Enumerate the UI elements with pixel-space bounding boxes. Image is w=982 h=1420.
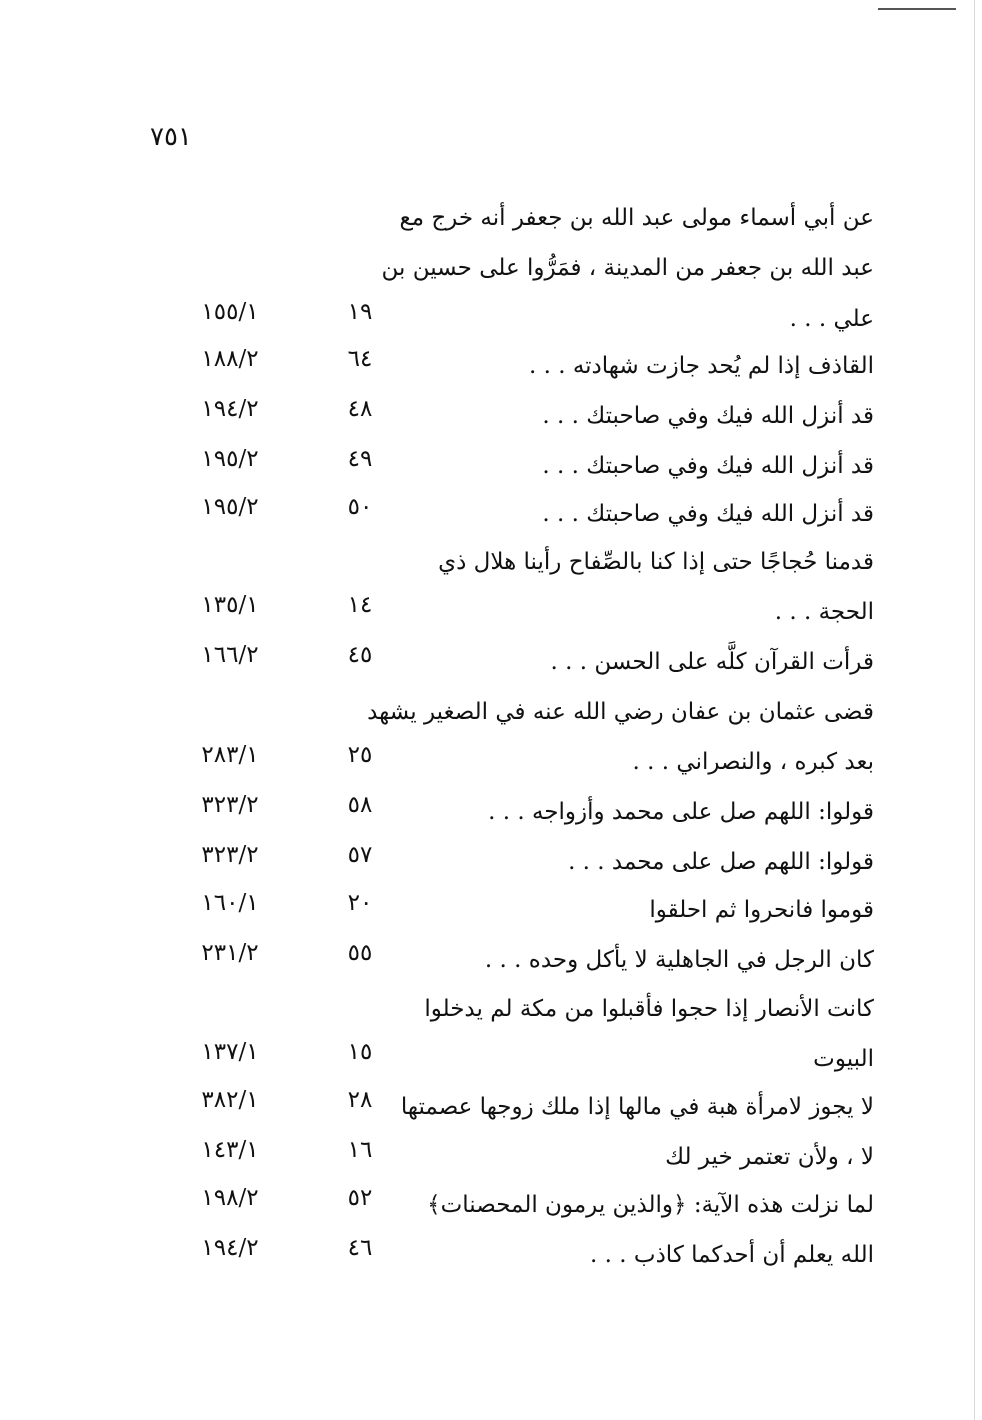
entry-text: لما نزلت هذه الآية: ﴿والذين يرمون المحصنات﴾ bbox=[427, 1192, 874, 1218]
entry-reference: ١٤٣/١ bbox=[201, 1137, 259, 1163]
entry-reference: ١٩٨/٢ bbox=[201, 1185, 259, 1211]
index-entry bbox=[0, 243, 982, 293]
entry-text: قولوا: اللهم صل على محمد . . . bbox=[568, 849, 874, 875]
entry-text: كانت الأنصار إذا حجوا فأقبلوا من مكة لم يدخلوا bbox=[424, 996, 874, 1022]
entry-text: قضى عثمان بن عفان رضي الله عنه في الصغير يشهد bbox=[367, 699, 874, 725]
entry-reference: ١٩٥/٢ bbox=[201, 494, 259, 520]
index-entry bbox=[0, 885, 982, 935]
index-entry bbox=[0, 1230, 982, 1280]
index-entry bbox=[0, 1034, 982, 1084]
index-entry bbox=[0, 737, 982, 787]
entry-reference: ٣٢٣/٢ bbox=[201, 842, 259, 868]
entry-text: علي . . . bbox=[789, 306, 874, 332]
index-entry bbox=[0, 294, 982, 344]
entry-number: ١٩ bbox=[347, 299, 373, 325]
entry-reference: ١٨٨/٢ bbox=[201, 346, 259, 372]
entry-reference: ١٦٦/٢ bbox=[201, 642, 259, 668]
entry-text: قد أنزل الله فيك وفي صاحبتك . . . bbox=[542, 403, 874, 429]
entry-number: ٥٢ bbox=[347, 1185, 373, 1211]
entry-number: ٦٤ bbox=[347, 346, 373, 372]
index-entry bbox=[0, 1180, 982, 1230]
entry-reference: ١٦٠/١ bbox=[201, 890, 259, 916]
entry-number: ١٤ bbox=[347, 592, 373, 618]
entry-text: قد أنزل الله فيك وفي صاحبتك . . . bbox=[542, 453, 874, 479]
index-entry bbox=[0, 341, 982, 391]
entry-number: ١٥ bbox=[347, 1039, 373, 1065]
index-entry bbox=[0, 441, 982, 491]
entry-reference: ٣٢٣/٢ bbox=[201, 792, 259, 818]
entry-number: ٢٠ bbox=[347, 890, 373, 916]
index-entry bbox=[0, 935, 982, 985]
entry-number: ١٦ bbox=[347, 1137, 373, 1163]
entry-number: ٤٦ bbox=[347, 1235, 373, 1261]
entry-number: ٢٥ bbox=[347, 742, 373, 768]
entry-text: كان الرجل في الجاهلية لا يأكل وحده . . . bbox=[484, 947, 874, 973]
entry-reference: ١٣٥/١ bbox=[201, 592, 259, 618]
entry-text: لا يجوز لامرأة هبة في مالها إذا ملك زوجها عصمتها bbox=[400, 1094, 874, 1120]
entry-number: ٤٥ bbox=[347, 642, 373, 668]
index-entry bbox=[0, 837, 982, 887]
entry-number: ٥٠ bbox=[347, 494, 373, 520]
entry-number: ٥٨ bbox=[347, 792, 373, 818]
index-entry bbox=[0, 637, 982, 687]
entry-reference: ٢٨٣/١ bbox=[201, 742, 259, 768]
entry-reference: ١٩٤/٢ bbox=[201, 396, 259, 422]
entry-text: قوموا فانحروا ثم احلقوا bbox=[649, 897, 874, 923]
entry-reference: ٣٨٢/١ bbox=[201, 1087, 259, 1113]
page-number: ٧٥١ bbox=[150, 122, 192, 152]
entry-number: ٢٨ bbox=[347, 1087, 373, 1113]
index-entry bbox=[0, 193, 982, 243]
index-entry bbox=[0, 787, 982, 837]
entry-reference: ١٩٥/٢ bbox=[201, 446, 259, 472]
entry-text: عبد الله بن جعفر من المدينة ، فمَرُّوا على حسين بن bbox=[381, 255, 874, 281]
index-entry bbox=[0, 489, 982, 539]
entry-reference: ١٩٤/٢ bbox=[201, 1235, 259, 1261]
entry-text: البيوت bbox=[813, 1046, 874, 1072]
index-entry bbox=[0, 687, 982, 737]
entry-text: لا ، ولأن تعتمر خير لك bbox=[665, 1144, 874, 1170]
entry-number: ٤٨ bbox=[347, 396, 373, 422]
entry-text: قد أنزل الله فيك وفي صاحبتك . . . bbox=[542, 501, 874, 527]
entry-reference: ١٥٥/١ bbox=[201, 299, 259, 325]
entry-text: القاذف إذا لم يُحد جازت شهادته . . . bbox=[528, 353, 874, 379]
entry-reference: ٢٣١/٢ bbox=[201, 940, 259, 966]
entry-text: قولوا: اللهم صل على محمد وأزواجه . . . bbox=[488, 799, 874, 825]
index-entry bbox=[0, 587, 982, 637]
index-entry bbox=[0, 537, 982, 587]
entry-text: عن أبي أسماء مولى عبد الله بن جعفر أنه خرج مع bbox=[399, 205, 874, 231]
index-entry bbox=[0, 1082, 982, 1132]
entry-number: ٥٧ bbox=[347, 842, 373, 868]
index-entry bbox=[0, 1132, 982, 1182]
entry-text: الحجة . . . bbox=[774, 599, 874, 625]
entry-text: بعد كبره ، والنصراني . . . bbox=[632, 749, 874, 775]
entry-number: ٤٩ bbox=[347, 446, 373, 472]
index-entry bbox=[0, 391, 982, 441]
entry-text: الله يعلم أن أحدكما كاذب . . . bbox=[590, 1242, 874, 1268]
index-entry bbox=[0, 984, 982, 1034]
entry-reference: ١٣٧/١ bbox=[201, 1039, 259, 1065]
entry-number: ٥٥ bbox=[347, 940, 373, 966]
entry-text: قدمنا حُجاجًا حتى إذا كنا بالصِّفاح رأينا هلال ذي bbox=[438, 549, 874, 575]
entry-text: قرأت القرآن كلَّه على الحسن . . . bbox=[550, 649, 874, 675]
